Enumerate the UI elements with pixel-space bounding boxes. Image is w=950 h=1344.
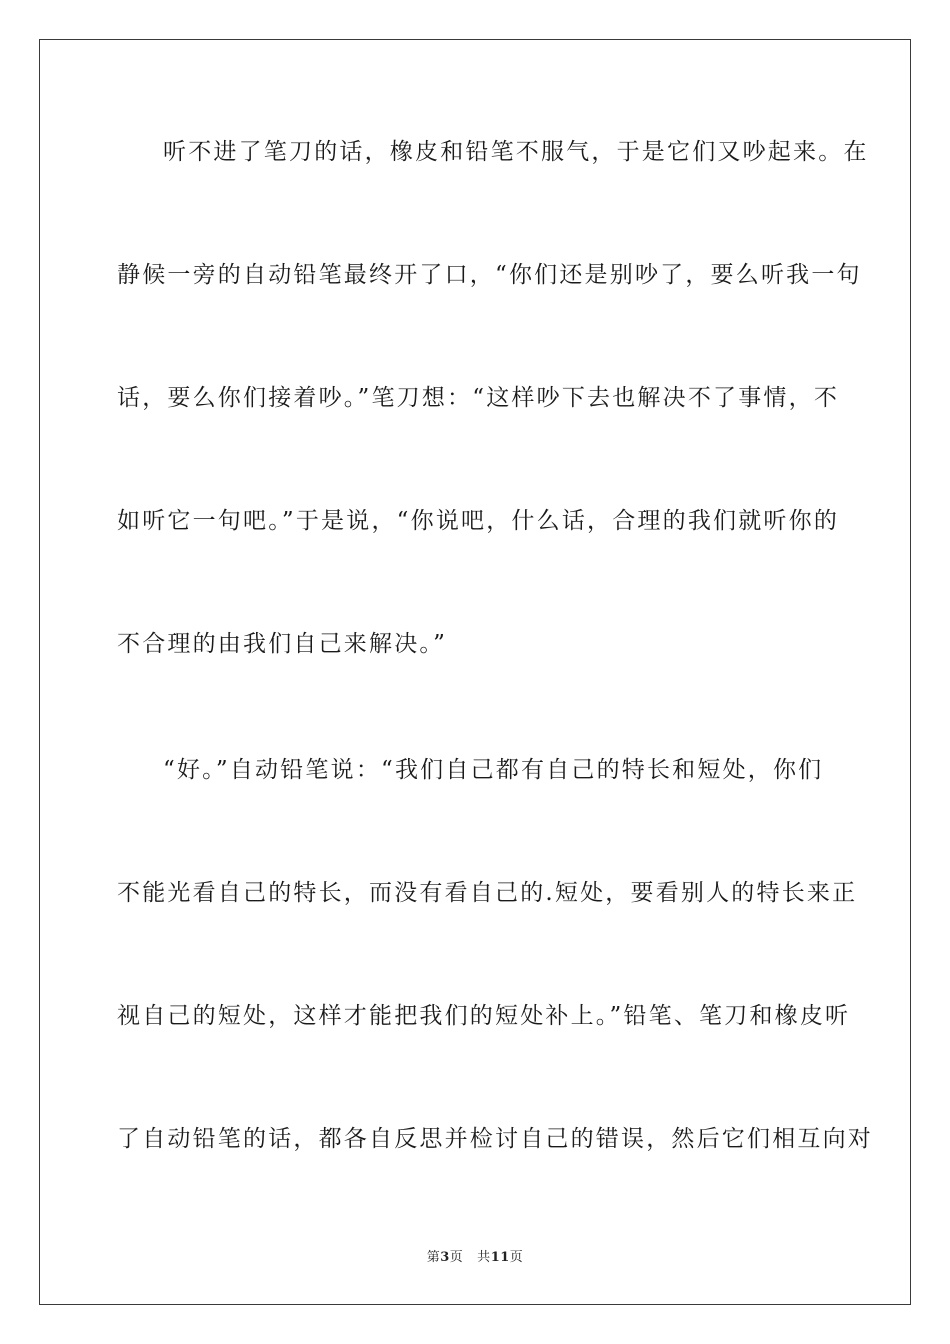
- total-prefix: 共: [477, 1250, 491, 1265]
- total-suffix: 页: [509, 1250, 524, 1265]
- text-line: “好。”自动铅笔说：“我们自己都有自己的特长和短处，你们: [163, 757, 824, 783]
- page-prefix: 第: [426, 1250, 441, 1265]
- page-border: [39, 39, 911, 1305]
- text-line: 静候一旁的自动铅笔最终开了口，“你们还是别吵了，要么听我一句: [117, 262, 862, 288]
- page-footer: [0, 1246, 950, 1265]
- text-line: 不能光看自己的特长，而没有看自己的.短处，要看别人的特长来正: [117, 880, 858, 906]
- text-line: 如听它一句吧。”于是说，“你说吧，什么话，合理的我们就听你的: [117, 508, 840, 534]
- text-line: 了自动铅笔的话，都各自反思并检讨自己的错误，然后它们相互向对: [117, 1126, 873, 1152]
- current-page-number: 3: [440, 1250, 450, 1265]
- text-line: 视自己的短处，这样才能把我们的短处补上。”铅笔、笔刀和橡皮听: [117, 1003, 851, 1029]
- page-suffix: 页: [449, 1250, 464, 1265]
- text-line: 不合理的由我们自己来解决。”: [117, 631, 448, 657]
- text-line: 听不进了笔刀的话，橡皮和铅笔不服气，于是它们又吵起来。在: [163, 139, 869, 165]
- total-pages-number: 11: [490, 1250, 510, 1265]
- text-line: 话，要么你们接着吵。”笔刀想：“这样吵下去也解决不了事情，不: [117, 385, 840, 411]
